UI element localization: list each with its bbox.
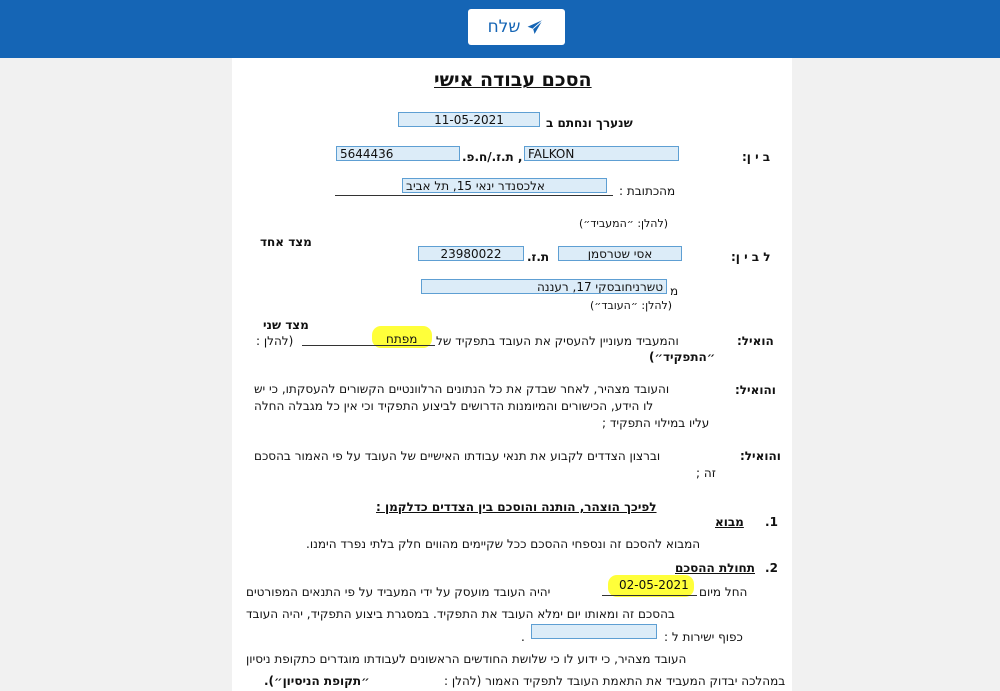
send-label: שלח	[487, 17, 521, 37]
top-toolbar	[0, 0, 1000, 58]
employer-address-field[interactable]	[402, 178, 607, 193]
and-between-label: ל ב י ן:	[731, 250, 771, 264]
trial-period-term: ״תקופת הניסיון״).	[264, 674, 370, 688]
employer-id-field[interactable]	[336, 146, 460, 161]
employee-from-label: מ	[670, 284, 679, 298]
section2-line3-end: .	[521, 630, 525, 644]
document-title: הסכם עבודה אישי	[434, 69, 592, 91]
section2-line2: בהסכם זה ומאותו יום ימלא העובד את התפקיד. במסגרת ביצוע התפקיד, יהיה העובד	[246, 607, 675, 621]
section2-line5: במהלכה יבדוק המעביד את התאמת העובד לתפקיד האמור (להלן :	[444, 674, 786, 688]
subordinate-field[interactable]	[531, 624, 657, 639]
whereas1-label: הואיל:	[737, 334, 774, 348]
employer-name-field[interactable]	[524, 146, 679, 161]
section2-line1: יהיה העובד מועסק על ידי המעביד על פי התנאים המפורטים	[246, 585, 551, 599]
employee-address-field[interactable]	[421, 279, 667, 294]
whereas2-label: והואיל:	[735, 383, 776, 397]
employee-id-label: ת.ז.	[527, 250, 550, 264]
section2-title: תחולת ההסכם	[675, 561, 755, 575]
second-side-label: מצד שני	[263, 318, 309, 332]
section1-title: מבוא	[715, 515, 744, 529]
address-underline	[335, 195, 613, 196]
whereas2-line3: עליו במילוי התפקיד ;	[602, 416, 710, 430]
declaration: לפיכך הוצהר, הותנה והוסכם בין הצדדים כדלקמן :	[376, 500, 657, 514]
role-underline	[302, 345, 435, 346]
whereas3-label: והואיל:	[740, 449, 781, 463]
section2-subordinate-label: כפוף ישירות ל :	[664, 630, 743, 644]
employer-hereinafter: (להלן: ״המעביד״)	[579, 217, 669, 230]
signed-date-field[interactable]	[398, 112, 540, 127]
whereas3-line1: וברצון הצדדים לקבוע את תנאי עבודתו האישיים של העובד על פי האמור בהסכם	[254, 449, 661, 463]
send-button[interactable]	[468, 9, 565, 45]
whereas2-line1: והעובד מצהיר, לאחר שבדק את כל הנתונים הרלוונטיים הקשורים להעסקתו, כי יש	[254, 382, 670, 396]
start-date-value: 02-05-2021	[619, 578, 689, 592]
employer-id-label: , ת.ז./ח.פ.	[462, 150, 523, 164]
employee-id-field[interactable]	[418, 246, 524, 261]
whereas1-text: והמעביד מעוניין להעסיק את העובד בתפקיד של	[436, 334, 679, 348]
whereas3-line2: זה ;	[696, 466, 716, 480]
role-value: מפתח	[386, 332, 418, 346]
section1-text: המבוא להסכם זה ונספחי ההסכם ככל שקיימים מהווים חלק בלתי נפרד הימנו.	[306, 537, 701, 551]
signed-at-label: שנערך ונחתם ב	[546, 116, 633, 130]
employee-name-field[interactable]	[558, 246, 682, 261]
section2-line4: העובד מצהיר, כי ידוע לו כי שלושת החודשים הראשונים לעבודתו מוגדרים כתקופת ניסיון	[246, 652, 687, 666]
section2-number: 2.	[765, 561, 778, 575]
one-side-label: מצד אחד	[260, 235, 312, 249]
role-hereinafter: ״התפקיד״)	[649, 350, 716, 364]
employee-hereinafter: (להלן: ״העובד״)	[590, 299, 673, 312]
section2-from-label: החל מיום	[699, 585, 748, 599]
whereas2-line2: לו הידע, הכישורים והמיומנות הדרושים לביצוע התפקיד וכי אין כל מגבלה החלה	[254, 399, 654, 413]
employer-address-label: מהכתובת :	[619, 184, 676, 198]
paper-plane-icon	[526, 18, 545, 37]
between-label: ב י ן:	[742, 150, 771, 164]
whereas1-hereinafter: (להלן :	[256, 334, 294, 348]
start-date-underline	[602, 595, 697, 596]
section1-number: 1.	[765, 515, 778, 529]
